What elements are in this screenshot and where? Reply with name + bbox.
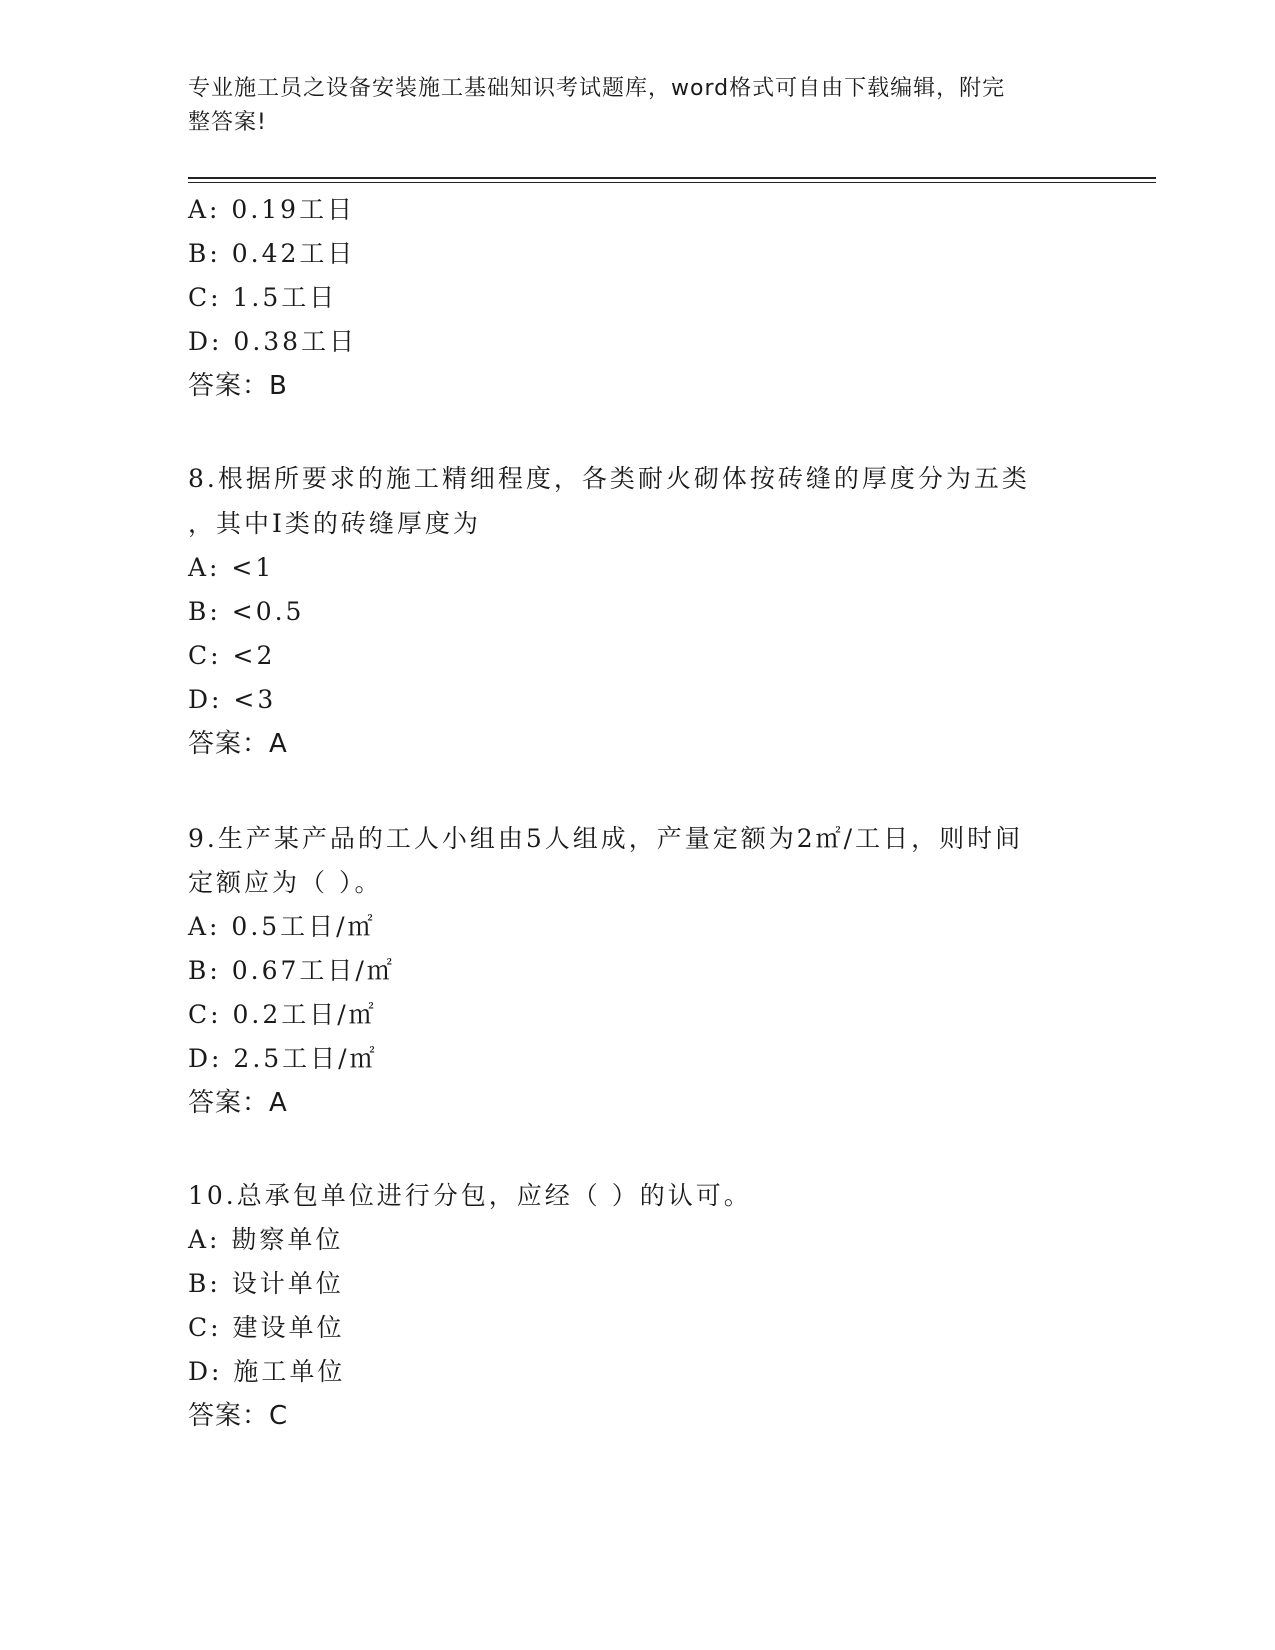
q10-option-d: D: 施工单位: [188, 1357, 346, 1386]
q7-option-d: D: 0.38工日: [188, 327, 358, 356]
q9-stem-line-1: 9.生产某产品的工人小组由5人组成，产量定额为2㎡/工日，则时间: [188, 824, 1024, 853]
header-line-2: 整答案!: [188, 110, 267, 135]
q7-option-b: B: 0.42工日: [188, 239, 356, 268]
q9-option-a: A: 0.5工日/㎡: [188, 912, 376, 941]
q8-stem-line-2: ，其中Ⅰ类的砖缝厚度为: [188, 509, 481, 538]
q9-answer: 答案：A: [188, 1088, 288, 1118]
q9-stem-line-2: 定额应为（ ）。: [188, 868, 383, 897]
header-line-1: 专业施工员之设备安装施工基础知识考试题库，word格式可自由下载编辑，附完: [188, 76, 1006, 101]
q8-option-a: A: <1: [188, 553, 275, 582]
document-header: [188, 72, 1068, 140]
q10-option-b: B: 设计单位: [188, 1269, 344, 1298]
q8-option-b: B: <0.5: [188, 597, 305, 626]
q8-option-c: C: <2: [188, 641, 276, 670]
q9-option-c: C: 0.2工日/㎡: [188, 1000, 377, 1029]
q7-option-a: A: 0.19工日: [188, 195, 356, 224]
q9-option-b: B: 0.67工日/㎡: [188, 956, 395, 985]
q7-option-c: C: 1.5工日: [188, 283, 338, 312]
q8-stem-line-1: 8.根据所要求的施工精细程度，各类耐火砌体按砖缝的厚度分为五类: [188, 464, 1030, 493]
q9-option-d: D: 2.5工日/㎡: [188, 1044, 378, 1073]
q7-answer: 答案：B: [188, 371, 288, 401]
q8-answer: 答案：A: [188, 729, 288, 759]
q8-option-d: D: <3: [188, 685, 277, 714]
q10-answer: 答案：C: [188, 1401, 289, 1431]
header-divider: [188, 177, 1156, 183]
q10-option-c: C: 建设单位: [188, 1313, 345, 1342]
q10-option-a: A: 勘察单位: [188, 1225, 344, 1254]
q10-stem-line-1: 10.总承包单位进行分包，应经（ ）的认可。: [188, 1181, 752, 1210]
